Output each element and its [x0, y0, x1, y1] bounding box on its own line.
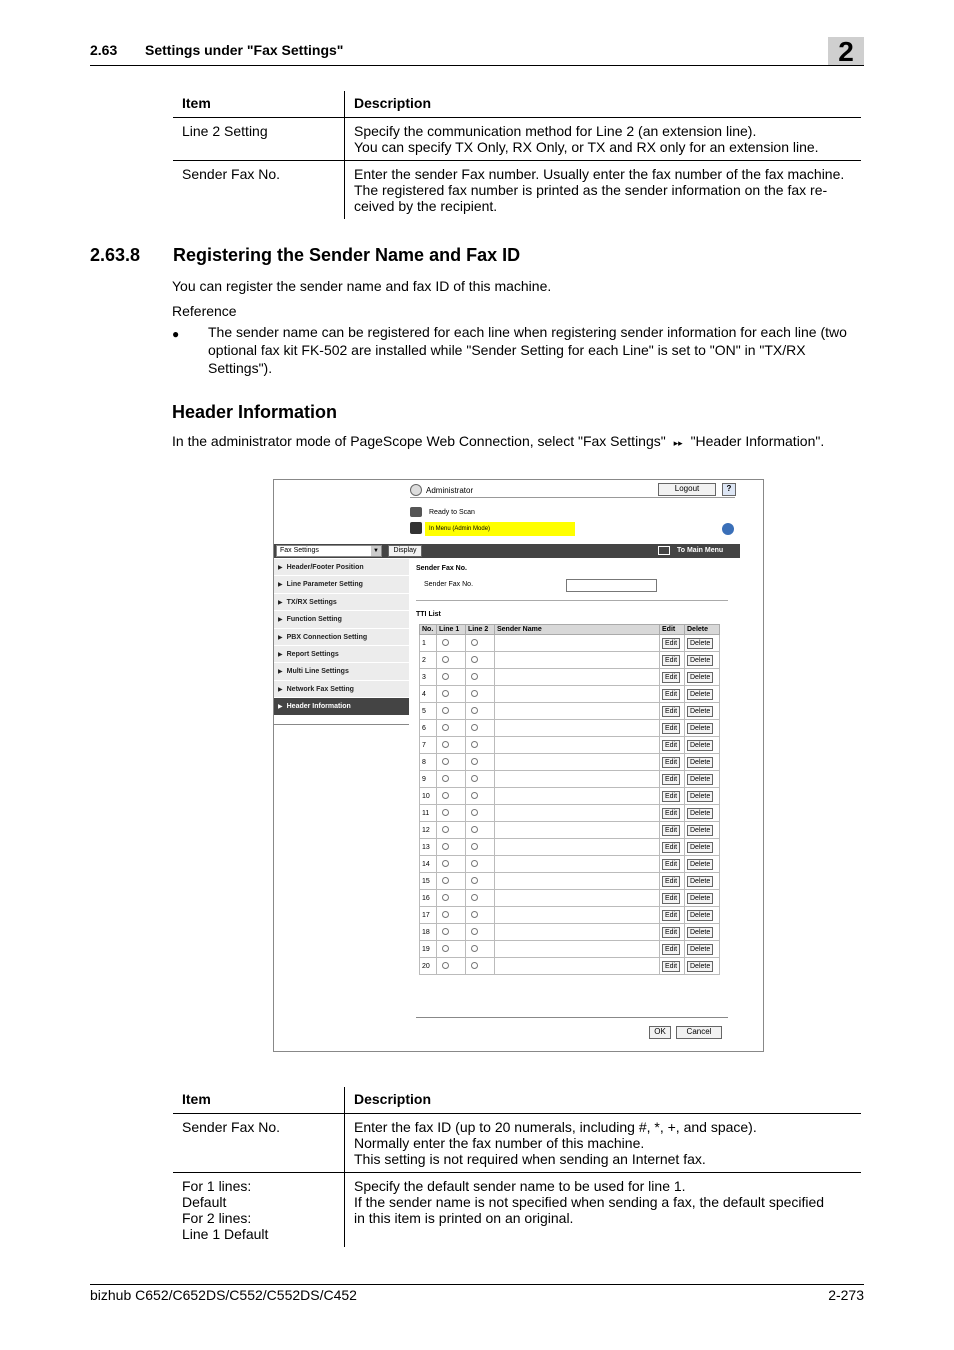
tti-sender-name — [495, 754, 660, 771]
tti-row-no: 13 — [420, 839, 437, 856]
tti-row — [420, 822, 720, 839]
line1-radio[interactable] — [437, 839, 466, 856]
tti-edit-cell — [660, 635, 685, 652]
table-header-description: Description — [345, 1087, 862, 1114]
tti-delete-cell — [685, 924, 720, 941]
delete-button[interactable]: Delete — [687, 757, 713, 768]
delete-button[interactable]: Delete — [687, 944, 713, 955]
edit-button[interactable]: Edit — [662, 859, 680, 870]
tti-row-no: 7 — [420, 737, 437, 754]
chapter-number: 2 — [838, 36, 854, 67]
delete-button[interactable]: Delete — [687, 723, 713, 734]
line1-radio[interactable] — [437, 686, 466, 703]
table-cell-item — [173, 1173, 345, 1248]
line1-radio[interactable] — [437, 635, 466, 652]
line1-radio[interactable] — [437, 856, 466, 873]
footer-model: bizhub C652/C652DS/C552/C552DS/C452 — [90, 1287, 357, 1303]
chevron-down-icon: ▼ — [371, 546, 381, 556]
admin-mode-icon — [410, 522, 422, 534]
edit-button[interactable]: Edit — [662, 944, 680, 955]
sender-fax-heading: Sender Fax No. — [416, 565, 467, 572]
desc-line: The registered fax number is printed as the sender information on the fax re- — [354, 182, 828, 198]
table-cell-description — [345, 118, 862, 161]
tti-edit-cell — [660, 771, 685, 788]
footer-page-number: 2-273 — [828, 1287, 864, 1303]
delete-button[interactable]: Delete — [687, 961, 713, 972]
tti-delete-cell — [685, 805, 720, 822]
section-number: 2.63.8 — [90, 245, 141, 265]
line1-radio[interactable] — [437, 924, 466, 941]
tti-delete-cell — [685, 958, 720, 975]
tti-row — [420, 720, 720, 737]
table-line-settings — [173, 91, 861, 219]
tti-delete-cell — [685, 907, 720, 924]
ok-button[interactable]: OK — [649, 1026, 671, 1039]
edit-button[interactable]: Edit — [662, 757, 680, 768]
to-main-menu-link[interactable]: To Main Menu — [677, 547, 724, 554]
status-admin-mode: In Menu (Admin Mode) — [425, 522, 575, 536]
line2-radio[interactable] — [466, 686, 495, 703]
web-connection-screenshot — [273, 479, 764, 1052]
desc-line: in this item is printed on an original. — [354, 1210, 574, 1226]
tti-row — [420, 771, 720, 788]
table-header-info-settings — [173, 1087, 861, 1247]
main-menu-icon — [658, 546, 670, 555]
menu-item-pbx-connection[interactable]: ▶ PBX Connection Setting — [274, 629, 409, 646]
running-header — [90, 42, 343, 58]
tti-row — [420, 652, 720, 669]
desc-line: Normally enter the fax number of this machine. — [354, 1135, 645, 1151]
tti-delete-cell — [685, 669, 720, 686]
tti-sender-name — [495, 856, 660, 873]
tti-delete-cell — [685, 771, 720, 788]
line2-radio[interactable] — [466, 703, 495, 720]
tti-delete-cell — [685, 890, 720, 907]
delete-button[interactable]: Delete — [687, 842, 713, 853]
table-cell-item: Sender Fax No. — [173, 161, 345, 220]
bottom-divider — [416, 1017, 728, 1018]
tti-row-no: 1 — [420, 635, 437, 652]
delete-button[interactable]: Delete — [687, 672, 713, 683]
category-select-value: Fax Settings — [280, 547, 319, 554]
tti-edit-cell — [660, 788, 685, 805]
instruction-text — [172, 432, 824, 452]
table-header-item: Item — [173, 91, 345, 118]
line1-radio[interactable] — [437, 958, 466, 975]
bullet-line: optional fax kit FK-502 are installed while "Sender Setting for each Line" is set to "ON" in "TX/RX — [208, 342, 806, 358]
delete-button[interactable]: Delete — [687, 706, 713, 717]
tti-edit-cell — [660, 839, 685, 856]
tti-header-line2: Line 2 — [466, 625, 495, 635]
table-row — [173, 118, 861, 161]
line1-radio[interactable] — [437, 873, 466, 890]
bullet-line: Settings"). — [208, 360, 273, 376]
tti-delete-cell — [685, 737, 720, 754]
tti-row-no: 11 — [420, 805, 437, 822]
tti-sender-name — [495, 635, 660, 652]
tti-header-line1: Line 1 — [437, 625, 466, 635]
line2-radio[interactable] — [466, 958, 495, 975]
subheading: Header Information — [172, 402, 338, 422]
desc-line: ceived by the recipient. — [354, 198, 498, 214]
tti-sender-name — [495, 907, 660, 924]
administrator-label: Administrator — [426, 486, 474, 495]
tti-edit-cell — [660, 686, 685, 703]
delete-button[interactable]: Delete — [687, 825, 713, 836]
edit-button[interactable]: Edit — [662, 672, 680, 683]
delete-button[interactable]: Delete — [687, 655, 713, 666]
item-line: For 1 lines: — [182, 1178, 252, 1194]
desc-line: Specify the communication method for Line 2 (an extension line). — [354, 123, 757, 139]
tti-sender-name — [495, 788, 660, 805]
running-header-section-number: 2.63 — [90, 42, 118, 58]
table-header-item: Item — [173, 1087, 345, 1114]
tti-edit-cell — [660, 907, 685, 924]
admin-user-icon — [410, 484, 422, 496]
line1-radio[interactable] — [437, 941, 466, 958]
tti-edit-cell — [660, 669, 685, 686]
line1-radio[interactable] — [437, 788, 466, 805]
tti-header-edit: Edit — [660, 625, 685, 635]
tti-row-no: 9 — [420, 771, 437, 788]
tti-row-no: 17 — [420, 907, 437, 924]
tti-sender-name — [495, 805, 660, 822]
line2-radio[interactable] — [466, 669, 495, 686]
tti-sender-name — [495, 839, 660, 856]
reference-label: Reference — [172, 303, 237, 319]
line2-radio[interactable] — [466, 839, 495, 856]
tti-edit-cell — [660, 856, 685, 873]
printer-icon — [410, 507, 422, 517]
bullet-text — [208, 323, 868, 377]
tti-delete-cell — [685, 635, 720, 652]
logout-button[interactable]: Logout — [658, 483, 716, 496]
tti-edit-cell — [660, 703, 685, 720]
footer-rule — [90, 1284, 864, 1285]
line2-radio[interactable] — [466, 856, 495, 873]
menu-item-report-settings[interactable]: ▶ Report Settings — [274, 646, 409, 663]
edit-button[interactable]: Edit — [662, 638, 680, 649]
content-divider — [416, 600, 728, 601]
tti-delete-cell — [685, 839, 720, 856]
tti-sender-name — [495, 822, 660, 839]
line2-radio[interactable] — [466, 924, 495, 941]
delete-button[interactable]: Delete — [687, 740, 713, 751]
top-divider — [410, 497, 735, 498]
delete-button[interactable]: Delete — [687, 910, 713, 921]
instruction-before: In the administrator mode of PageScope Web Connection, select "Fax Settings" — [172, 433, 666, 449]
line1-radio[interactable] — [437, 890, 466, 907]
tti-header-delete: Delete — [685, 625, 720, 635]
tti-edit-cell — [660, 754, 685, 771]
line2-radio[interactable] — [466, 907, 495, 924]
line2-radio[interactable] — [466, 754, 495, 771]
tti-row — [420, 754, 720, 771]
tti-sender-name — [495, 924, 660, 941]
tti-row-no: 18 — [420, 924, 437, 941]
tti-list-heading: TTI List — [416, 611, 441, 618]
delete-button[interactable]: Delete — [687, 638, 713, 649]
tti-sender-name — [495, 703, 660, 720]
line1-radio[interactable] — [437, 703, 466, 720]
tti-edit-cell — [660, 720, 685, 737]
edit-button[interactable]: Edit — [662, 723, 680, 734]
tti-row-no: 16 — [420, 890, 437, 907]
tti-edit-cell — [660, 941, 685, 958]
line1-radio[interactable] — [437, 822, 466, 839]
tti-row — [420, 686, 720, 703]
line1-radio[interactable] — [437, 907, 466, 924]
item-line: For 2 lines: — [182, 1210, 252, 1226]
edit-button[interactable]: Edit — [662, 774, 680, 785]
tti-list-table — [419, 624, 720, 975]
menu-item-function-setting[interactable]: ▶ Function Setting — [274, 611, 409, 628]
tti-edit-cell — [660, 737, 685, 754]
tti-edit-cell — [660, 652, 685, 669]
tti-row — [420, 703, 720, 720]
edit-button[interactable]: Edit — [662, 740, 680, 751]
line2-radio[interactable] — [466, 788, 495, 805]
line2-radio[interactable] — [466, 652, 495, 669]
edit-button[interactable]: Edit — [662, 689, 680, 700]
line1-radio[interactable] — [437, 669, 466, 686]
tti-delete-cell — [685, 788, 720, 805]
table-cell-description — [345, 1173, 862, 1248]
tti-sender-name — [495, 737, 660, 754]
line1-radio[interactable] — [437, 652, 466, 669]
line1-radio[interactable] — [437, 737, 466, 754]
delete-button[interactable]: Delete — [687, 791, 713, 802]
help-icon[interactable]: ? — [722, 483, 736, 496]
line1-radio[interactable] — [437, 805, 466, 822]
tti-row-no: 4 — [420, 686, 437, 703]
menu-item-header-information[interactable]: ▶ Header Information — [274, 698, 409, 715]
menu-divider — [274, 716, 409, 725]
item-line: Line 1 Default — [182, 1226, 269, 1242]
line2-radio[interactable] — [466, 720, 495, 737]
category-select[interactable] — [276, 545, 382, 557]
edit-button[interactable]: Edit — [662, 961, 680, 972]
menu-item-txrx-settings[interactable]: ▶ TX/RX Settings — [274, 594, 409, 611]
desc-line: If the sender name is not specified when sending a fax, the default specified — [354, 1194, 825, 1210]
desc-line: You can specify TX Only, RX Only, or TX and RX only for an extension line. — [354, 139, 819, 155]
item-line: Default — [182, 1194, 227, 1210]
tti-edit-cell — [660, 924, 685, 941]
delete-button[interactable]: Delete — [687, 689, 713, 700]
tti-edit-cell — [660, 805, 685, 822]
line2-radio[interactable] — [466, 941, 495, 958]
tti-sender-name — [495, 941, 660, 958]
edit-button[interactable]: Edit — [662, 893, 680, 904]
tti-row — [420, 635, 720, 652]
delete-button[interactable]: Delete — [687, 893, 713, 904]
tti-row — [420, 856, 720, 873]
menu-item-multi-line[interactable]: ▶ Multi Line Settings — [274, 663, 409, 680]
table-cell-description — [345, 161, 862, 220]
tti-delete-cell — [685, 686, 720, 703]
table-cell-item: Sender Fax No. — [173, 1114, 345, 1173]
line1-radio[interactable] — [437, 754, 466, 771]
line2-radio[interactable] — [466, 873, 495, 890]
tti-sender-name — [495, 720, 660, 737]
line2-radio[interactable] — [466, 635, 495, 652]
bullet-line: The sender name can be registered for each line when registering sender information for each line (two — [208, 324, 847, 340]
tti-row-no: 3 — [420, 669, 437, 686]
tti-edit-cell — [660, 822, 685, 839]
tti-edit-cell — [660, 958, 685, 975]
tti-row-no: 14 — [420, 856, 437, 873]
bullet-dot-icon: ● — [172, 327, 180, 341]
tti-row-no: 8 — [420, 754, 437, 771]
tti-delete-cell — [685, 754, 720, 771]
tti-row — [420, 737, 720, 754]
delete-button[interactable]: Delete — [687, 774, 713, 785]
edit-button[interactable]: Edit — [662, 842, 680, 853]
sender-fax-label: Sender Fax No. — [424, 581, 474, 588]
tti-row-no: 5 — [420, 703, 437, 720]
tti-delete-cell — [685, 856, 720, 873]
tti-row — [420, 788, 720, 805]
tti-delete-cell — [685, 652, 720, 669]
header-rule — [90, 65, 864, 66]
tti-row — [420, 669, 720, 686]
running-header-title: Settings under "Fax Settings" — [145, 42, 344, 58]
tti-row — [420, 907, 720, 924]
desc-line: This setting is not required when sending an Internet fax. — [354, 1151, 706, 1167]
tti-sender-name — [495, 652, 660, 669]
table-row — [173, 161, 861, 220]
table-row — [173, 1173, 861, 1248]
table-row — [173, 1114, 861, 1173]
double-arrow-icon: ▸▸ — [673, 438, 683, 448]
line2-radio[interactable] — [466, 805, 495, 822]
tti-row — [420, 839, 720, 856]
tti-delete-cell — [685, 703, 720, 720]
tti-row-no: 19 — [420, 941, 437, 958]
line2-radio[interactable] — [466, 737, 495, 754]
tti-row — [420, 941, 720, 958]
tti-sender-name — [495, 873, 660, 890]
edit-button[interactable]: Edit — [662, 655, 680, 666]
menu-item-header-footer[interactable]: ▶ Header/Footer Position — [274, 559, 409, 576]
desc-line: Enter the sender Fax number. Usually enter the fax number of the fax machine. — [354, 166, 845, 182]
menu-item-line-parameter[interactable]: ▶ Line Parameter Setting — [274, 576, 409, 593]
tti-delete-cell — [685, 941, 720, 958]
desc-line: Enter the fax ID (up to 20 numerals, including #, *, +, and space). — [354, 1119, 757, 1135]
delete-button[interactable]: Delete — [687, 808, 713, 819]
tti-row-no: 12 — [420, 822, 437, 839]
tti-sender-name — [495, 771, 660, 788]
tti-row-no: 20 — [420, 958, 437, 975]
tti-sender-name — [495, 958, 660, 975]
tti-row — [420, 924, 720, 941]
tti-row-no: 6 — [420, 720, 437, 737]
settings-menu — [274, 559, 409, 725]
tti-delete-cell — [685, 720, 720, 737]
menu-item-network-fax[interactable]: ▶ Network Fax Setting — [274, 681, 409, 698]
line2-radio[interactable] — [466, 822, 495, 839]
line1-radio[interactable] — [437, 771, 466, 788]
tti-sender-name — [495, 669, 660, 686]
delete-button[interactable]: Delete — [687, 859, 713, 870]
tti-edit-cell — [660, 890, 685, 907]
delete-button[interactable]: Delete — [687, 876, 713, 887]
tti-row — [420, 958, 720, 975]
tti-header-sender-name: Sender Name — [495, 625, 660, 635]
edit-button[interactable]: Edit — [662, 825, 680, 836]
desc-line: Specify the default sender name to be used for line 1. — [354, 1178, 686, 1194]
section-title: Registering the Sender Name and Fax ID — [173, 245, 521, 265]
refresh-icon[interactable] — [722, 523, 734, 535]
table-cell-description — [345, 1114, 862, 1173]
instruction-after: "Header Information". — [690, 433, 825, 449]
intro-text: You can register the sender name and fax ID of this machine. — [172, 278, 552, 294]
display-button[interactable]: Display — [388, 545, 422, 557]
tti-sender-name — [495, 686, 660, 703]
tti-row — [420, 873, 720, 890]
edit-button[interactable]: Edit — [662, 927, 680, 938]
edit-button[interactable]: Edit — [662, 791, 680, 802]
table-header-description: Description — [345, 91, 862, 118]
edit-button[interactable]: Edit — [662, 910, 680, 921]
tti-row-no: 10 — [420, 788, 437, 805]
edit-button[interactable]: Edit — [662, 808, 680, 819]
tti-row — [420, 805, 720, 822]
edit-button[interactable]: Edit — [662, 706, 680, 717]
delete-button[interactable]: Delete — [687, 927, 713, 938]
edit-button[interactable]: Edit — [662, 876, 680, 887]
tti-edit-cell — [660, 873, 685, 890]
cancel-button[interactable]: Cancel — [676, 1026, 722, 1039]
line2-radio[interactable] — [466, 890, 495, 907]
tti-row-no: 15 — [420, 873, 437, 890]
line1-radio[interactable] — [437, 720, 466, 737]
table-cell-item: Line 2 Setting — [173, 118, 345, 161]
tti-sender-name — [495, 890, 660, 907]
section-heading — [90, 245, 520, 266]
status-ready: Ready to Scan — [429, 509, 475, 516]
tti-row — [420, 890, 720, 907]
tti-header-no: No. — [420, 625, 437, 635]
sender-fax-input[interactable] — [566, 579, 657, 592]
tti-delete-cell — [685, 822, 720, 839]
tti-row-no: 2 — [420, 652, 437, 669]
line2-radio[interactable] — [466, 771, 495, 788]
tti-delete-cell — [685, 873, 720, 890]
